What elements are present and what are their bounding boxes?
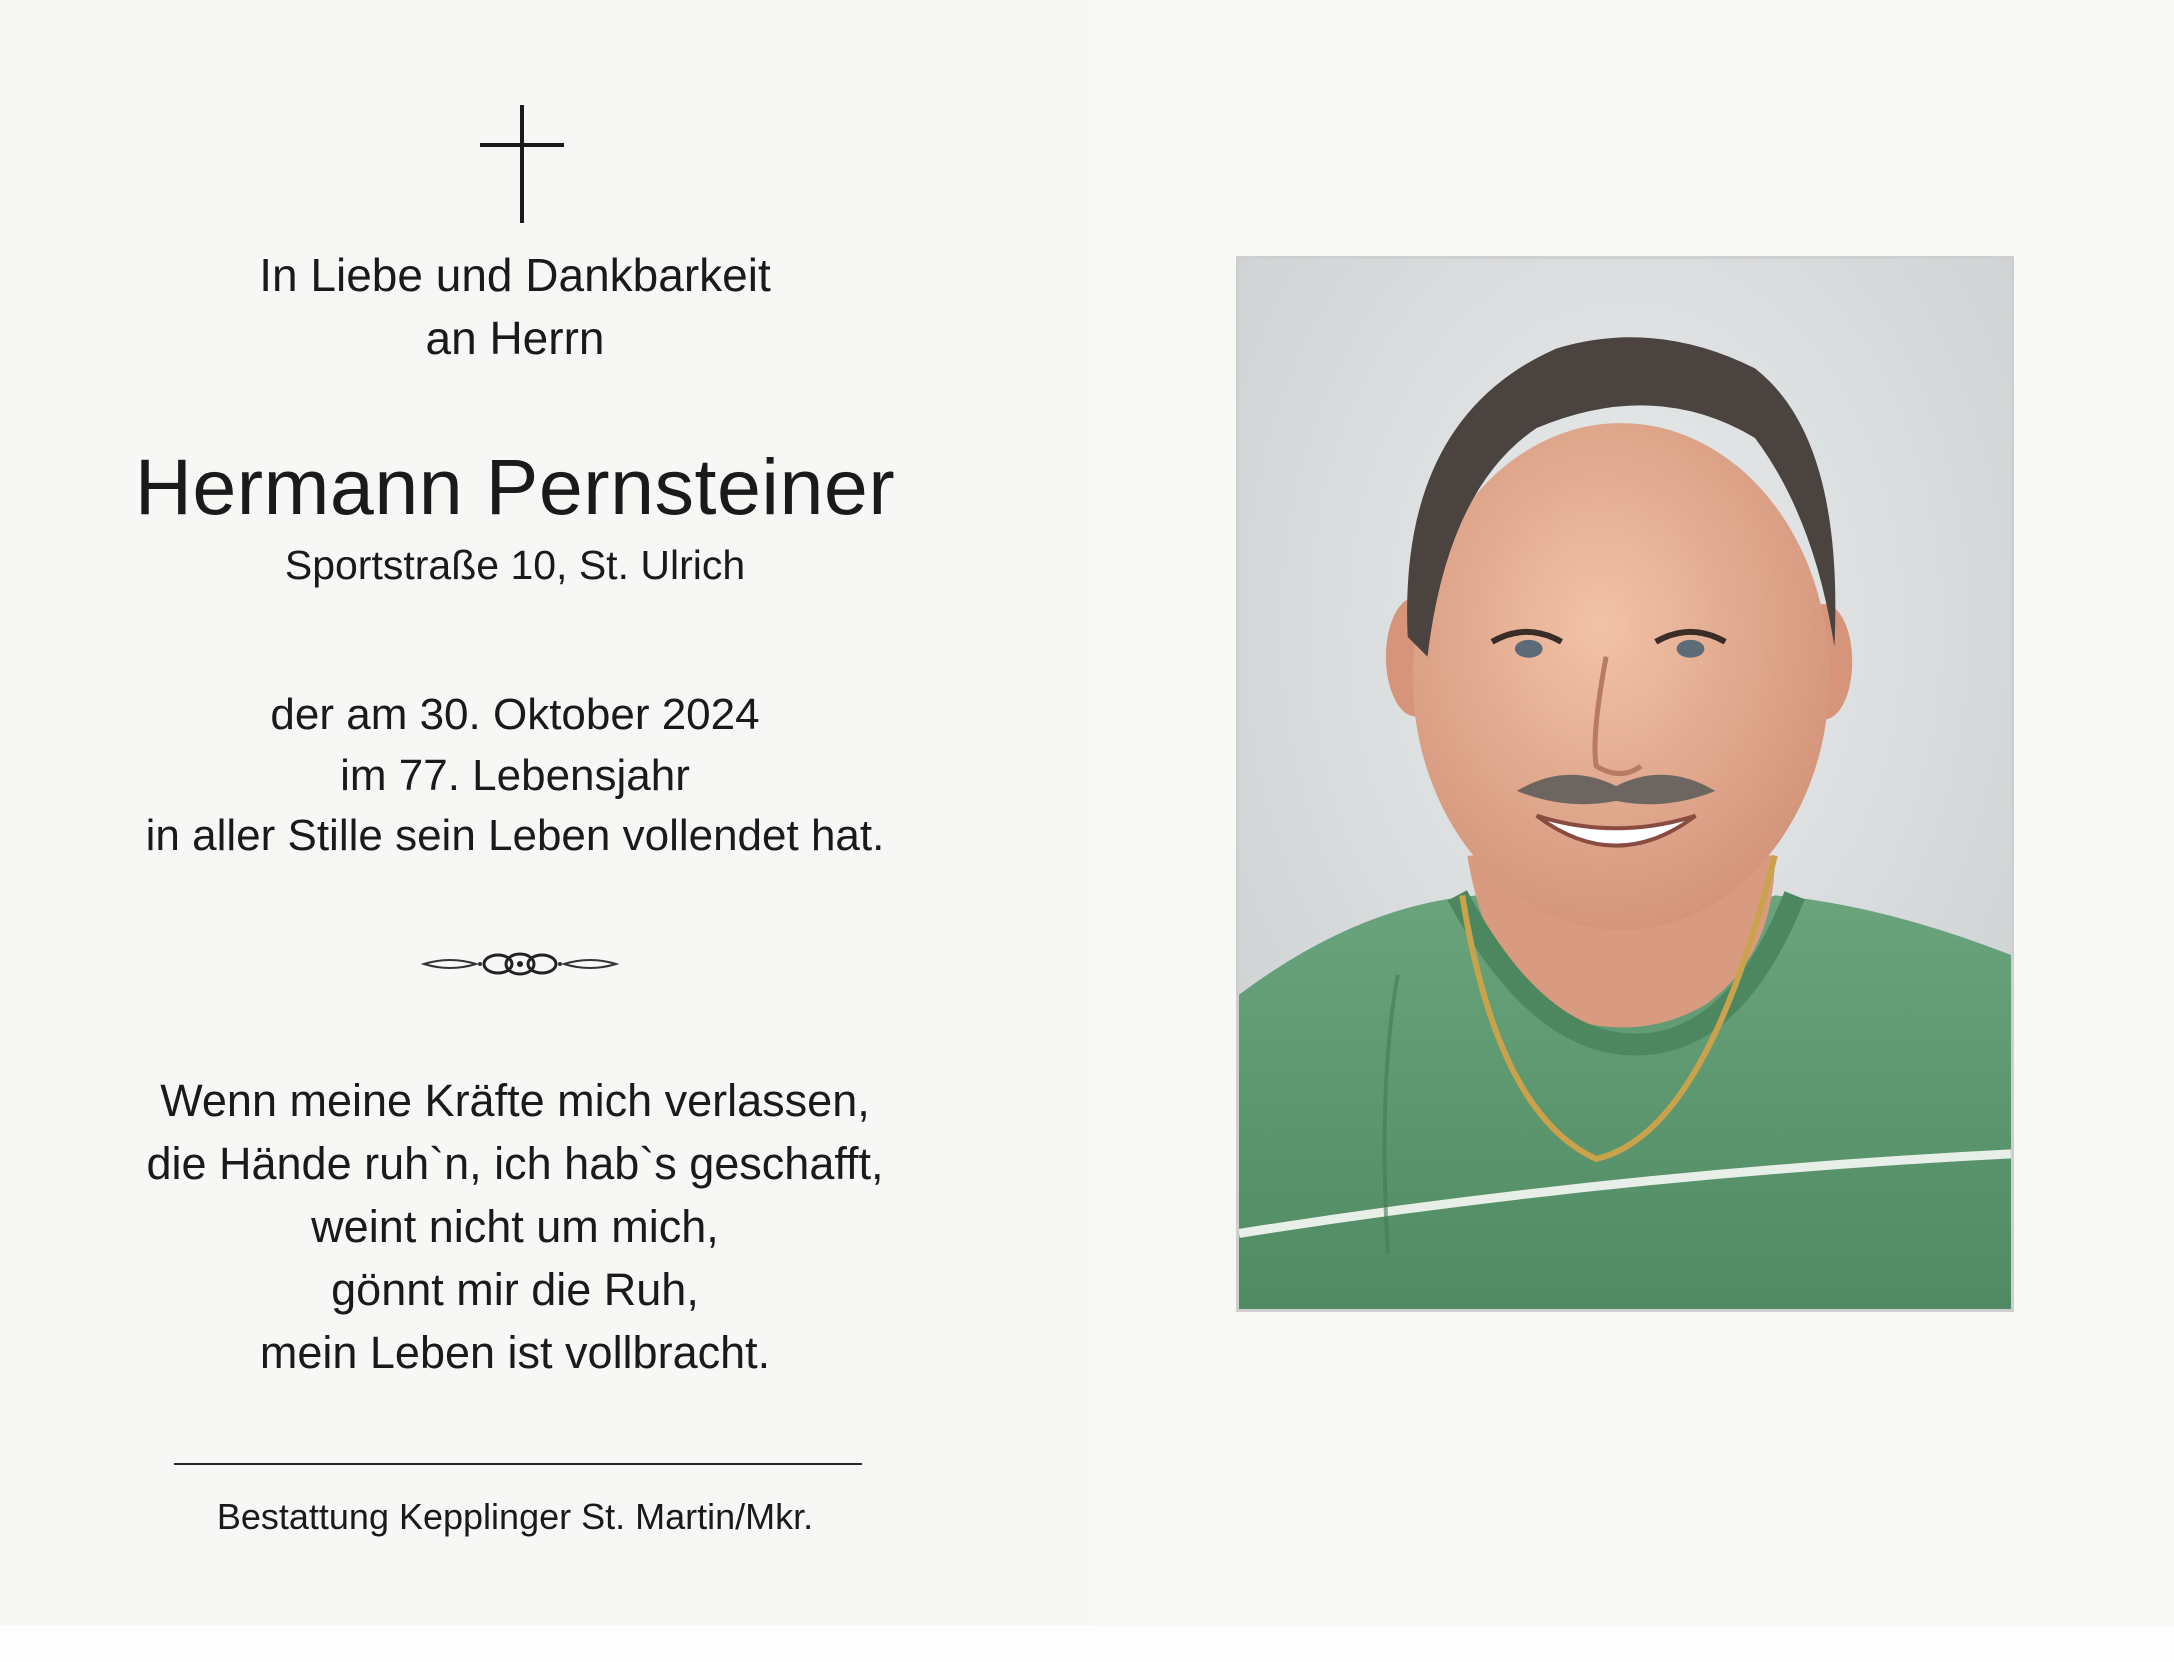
poem-line-3: weint nicht um mich, — [311, 1201, 719, 1252]
ornament-icon — [420, 946, 620, 982]
death-line-1: der am 30. Oktober 2024 — [270, 690, 760, 739]
death-line-3: in aller Stille sein Leben vollendet hat. — [145, 811, 885, 860]
scan-margin — [0, 1625, 2174, 1662]
intro-line-2: an Herrn — [425, 312, 605, 364]
deceased-name: Hermann Pernsteiner — [134, 442, 896, 531]
cross-vertical-bar — [520, 105, 524, 223]
poem-line-5: mein Leben ist vollbracht. — [259, 1327, 771, 1378]
poem-line-1: Wenn meine Kräfte mich verlassen, — [160, 1075, 870, 1126]
cross-horizontal-bar — [480, 143, 564, 147]
portrait-illustration — [1239, 259, 2011, 1309]
death-line-2: im 77. Lebensjahr — [340, 751, 690, 800]
funeral-home: Bestattung Kepplinger St. Martin/Mkr. — [216, 1496, 814, 1537]
cross-icon — [480, 105, 564, 223]
intro-line-1: In Liebe und Dankbarkeit — [259, 249, 771, 301]
deceased-address: Sportstraße 10, St. Ulrich — [284, 542, 746, 588]
poem-line-2: die Hände ruh`n, ich hab`s geschafft, — [146, 1138, 884, 1189]
divider-rule — [174, 1463, 862, 1465]
poem-line-4: gönnt mir die Ruh, — [331, 1264, 699, 1315]
obituary-text-panel — [60, 0, 970, 1625]
portrait-photo — [1236, 256, 2014, 1312]
